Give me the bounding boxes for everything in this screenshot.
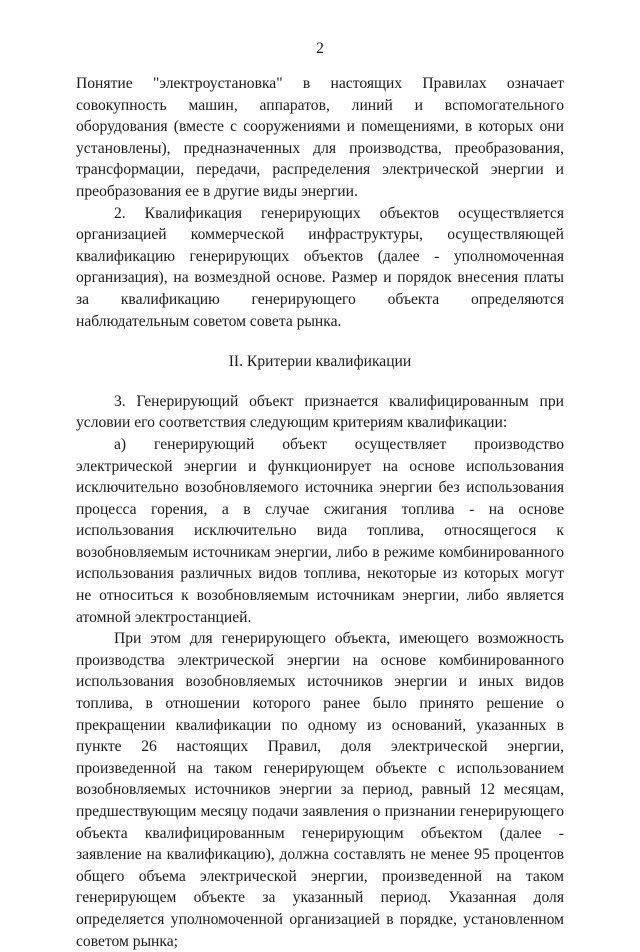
paragraph-criteria-intro: 3. Генерирующий объект признается квалифицированным при условии его соответствия следующим критериям квалификации: bbox=[76, 392, 564, 432]
paragraph-qualification-organization: 2. Квалификация генерирующих объектов осуществляется организацией коммерческой инфраструктуры, осуществляющей квалификацию генерирующих объектов (далее - уполномоченная организация), на возмездной основе. Размер и порядок внесения платы за квалификацию генерирующего объекта определяются наблюдательным советом совета рынка. bbox=[76, 204, 564, 330]
document-body bbox=[76, 73, 564, 952]
paragraph-electrical-installation-definition: Понятие "электроустановка" в настоящих Правилах означает совокупность машин, аппаратов, линий и вспомогательного оборудования (вместе с сооружениями и помещениями, в которых они установлены), предназначенных для производства, преобразования, трансформации, передачи, распределения электрической энергии и преобразования ее в другие виды энергии. bbox=[76, 75, 564, 200]
paragraph-combined-use-rule: При этом для генерирующего объекта, имеющего возможность производства электрической энергии на основе комбинированного использования возобновляемых источников энергии и иных видов топлива, в отношении которого ранее было принято решение о прекращении квалификации по одному из оснований, указанных в пункте 26 настоящих Правил, доля электрической энергии, произведенной на таком генерирующем объекте с использованием возобновляемых источников энергии за период, равный 12 месяцам, предшествующим месяцу подачи заявления о признании генерирующего объекта квалифицированным генерирующим объектом (далее - заявление на квалификацию), должна составлять не менее 95 процентов общего объема электрической энергии, произведенной на таком генерирующем объекте за указанный период. Указанная доля определяется уполномоченной организацией в порядке, установленном советом рынка; bbox=[76, 630, 564, 950]
section-heading: II. Критерии квалификации bbox=[228, 353, 412, 371]
paragraph-criterion-a: а) генерирующий объект осуществляет производство электрической энергии и функционирует на основе использования исключительно возобновляемого источника энергии без использования процесса горения, а в случае сжигания топлива - на основе использования исключительно вида топлива, относящегося к возобновляемым источникам энергии, либо в режиме комбинированного использования различных видов топлива, некоторые из которых могут не относиться к возобновляемым источникам энергии, либо является атомной электростанцией. bbox=[76, 435, 564, 626]
page-number: 2 bbox=[316, 40, 324, 57]
